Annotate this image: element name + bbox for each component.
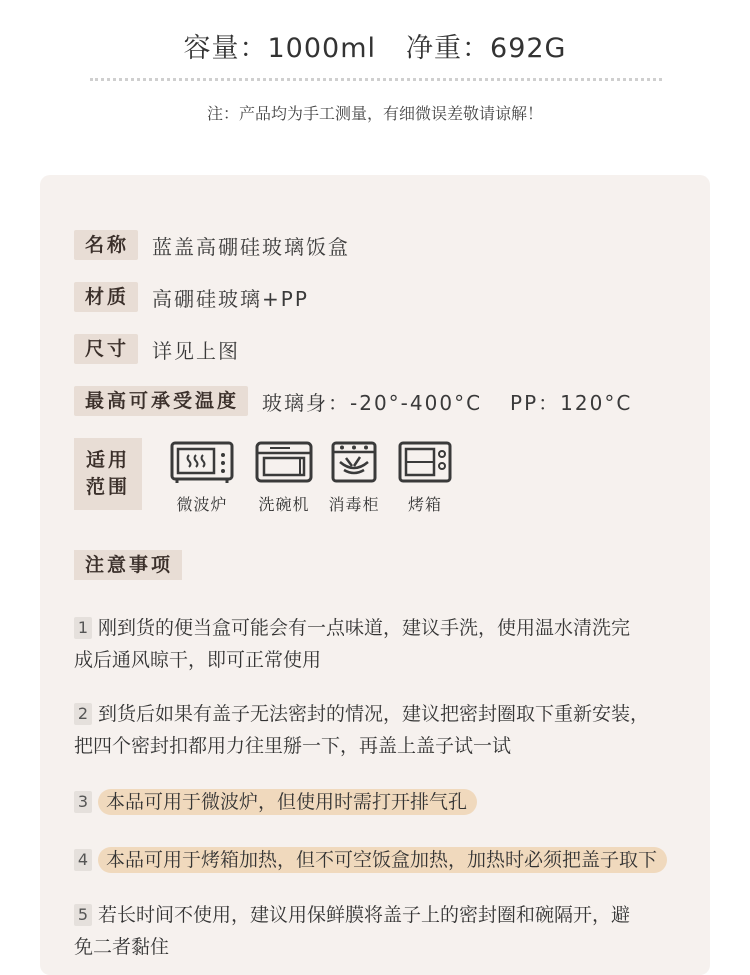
usage-item-label: 洗碗机	[258, 495, 310, 514]
spec-row-temperature	[74, 386, 632, 416]
notice-item-4	[74, 844, 694, 876]
notice-text-highlight: 本品可用于微波炉，但使用时需打开排气孔	[98, 789, 477, 815]
usage-item-dishwasher	[248, 440, 320, 515]
usage-item-label: 微波炉	[176, 495, 228, 514]
notice-text: 到货后如果有盖子无法密封的情况，建议把密封圈取下重新安装，	[98, 703, 650, 725]
usage-item-label: 消毒柜	[328, 495, 380, 514]
microwave-icon	[169, 440, 235, 484]
notice-text: 成后通风晾干，即可正常使用	[74, 649, 322, 671]
usage-item-sterilizer	[322, 440, 386, 515]
notice-number: 3	[74, 791, 92, 813]
spec-row-material	[74, 282, 309, 312]
usage-item-label: 烤箱	[407, 495, 442, 514]
spec-label: 名称	[74, 230, 138, 260]
sterilizer-icon	[330, 440, 378, 484]
notice-item-5	[74, 899, 694, 963]
notice-text: 免二者黏住	[74, 936, 170, 958]
spec-value: 详见上图	[152, 338, 241, 363]
notice-item-1	[74, 612, 694, 676]
notice-number: 2	[74, 703, 92, 725]
pp-temp: PP：120°C	[510, 390, 633, 415]
notice-text-highlight: 本品可用于烤箱加热，但不可空饭盒加热，加热时必须把盖子取下	[98, 847, 667, 873]
weight-text: 净重：692G	[406, 33, 567, 64]
notice-number: 1	[74, 617, 92, 639]
usage-item-oven	[394, 440, 456, 515]
capacity-weight-line	[0, 26, 750, 65]
spec-value	[262, 387, 632, 416]
dotted-divider	[90, 78, 662, 81]
capacity-text: 容量：1000ml	[183, 33, 377, 64]
measurement-note: 注：产品均为手工测量，有细微误差敬请谅解！	[206, 104, 543, 123]
spec-value: 高硼硅玻璃+PP	[152, 286, 309, 311]
spec-row-name	[74, 230, 350, 260]
dishwasher-icon	[254, 440, 314, 484]
spec-label: 最高可承受温度	[74, 386, 248, 416]
usage-label: 适用 范围	[74, 438, 142, 510]
notice-text: 把四个密封扣都用力往里掰一下，再盖上盖子试一试	[74, 735, 512, 757]
notice-item-2	[74, 698, 694, 762]
glass-temp: 玻璃身：-20°-400°C	[262, 390, 483, 415]
notice-number: 4	[74, 849, 92, 871]
notice-text: 若长时间不使用，建议用保鲜膜将盖子上的密封圈和碗隔开，避	[98, 904, 631, 926]
spec-value: 蓝盖高硼硅玻璃饭盒	[152, 234, 351, 259]
notice-item-3	[74, 786, 694, 818]
spec-row-size	[74, 334, 240, 364]
spec-label: 尺寸	[74, 334, 138, 364]
notice-title: 注意事项	[74, 550, 182, 580]
spec-label: 材质	[74, 282, 138, 312]
usage-item-microwave	[166, 440, 238, 515]
notice-text: 刚到货的便当盒可能会有一点味道，建议手洗，使用温水清洗完	[98, 617, 631, 639]
oven-icon	[397, 440, 453, 484]
notice-number: 5	[74, 904, 92, 926]
